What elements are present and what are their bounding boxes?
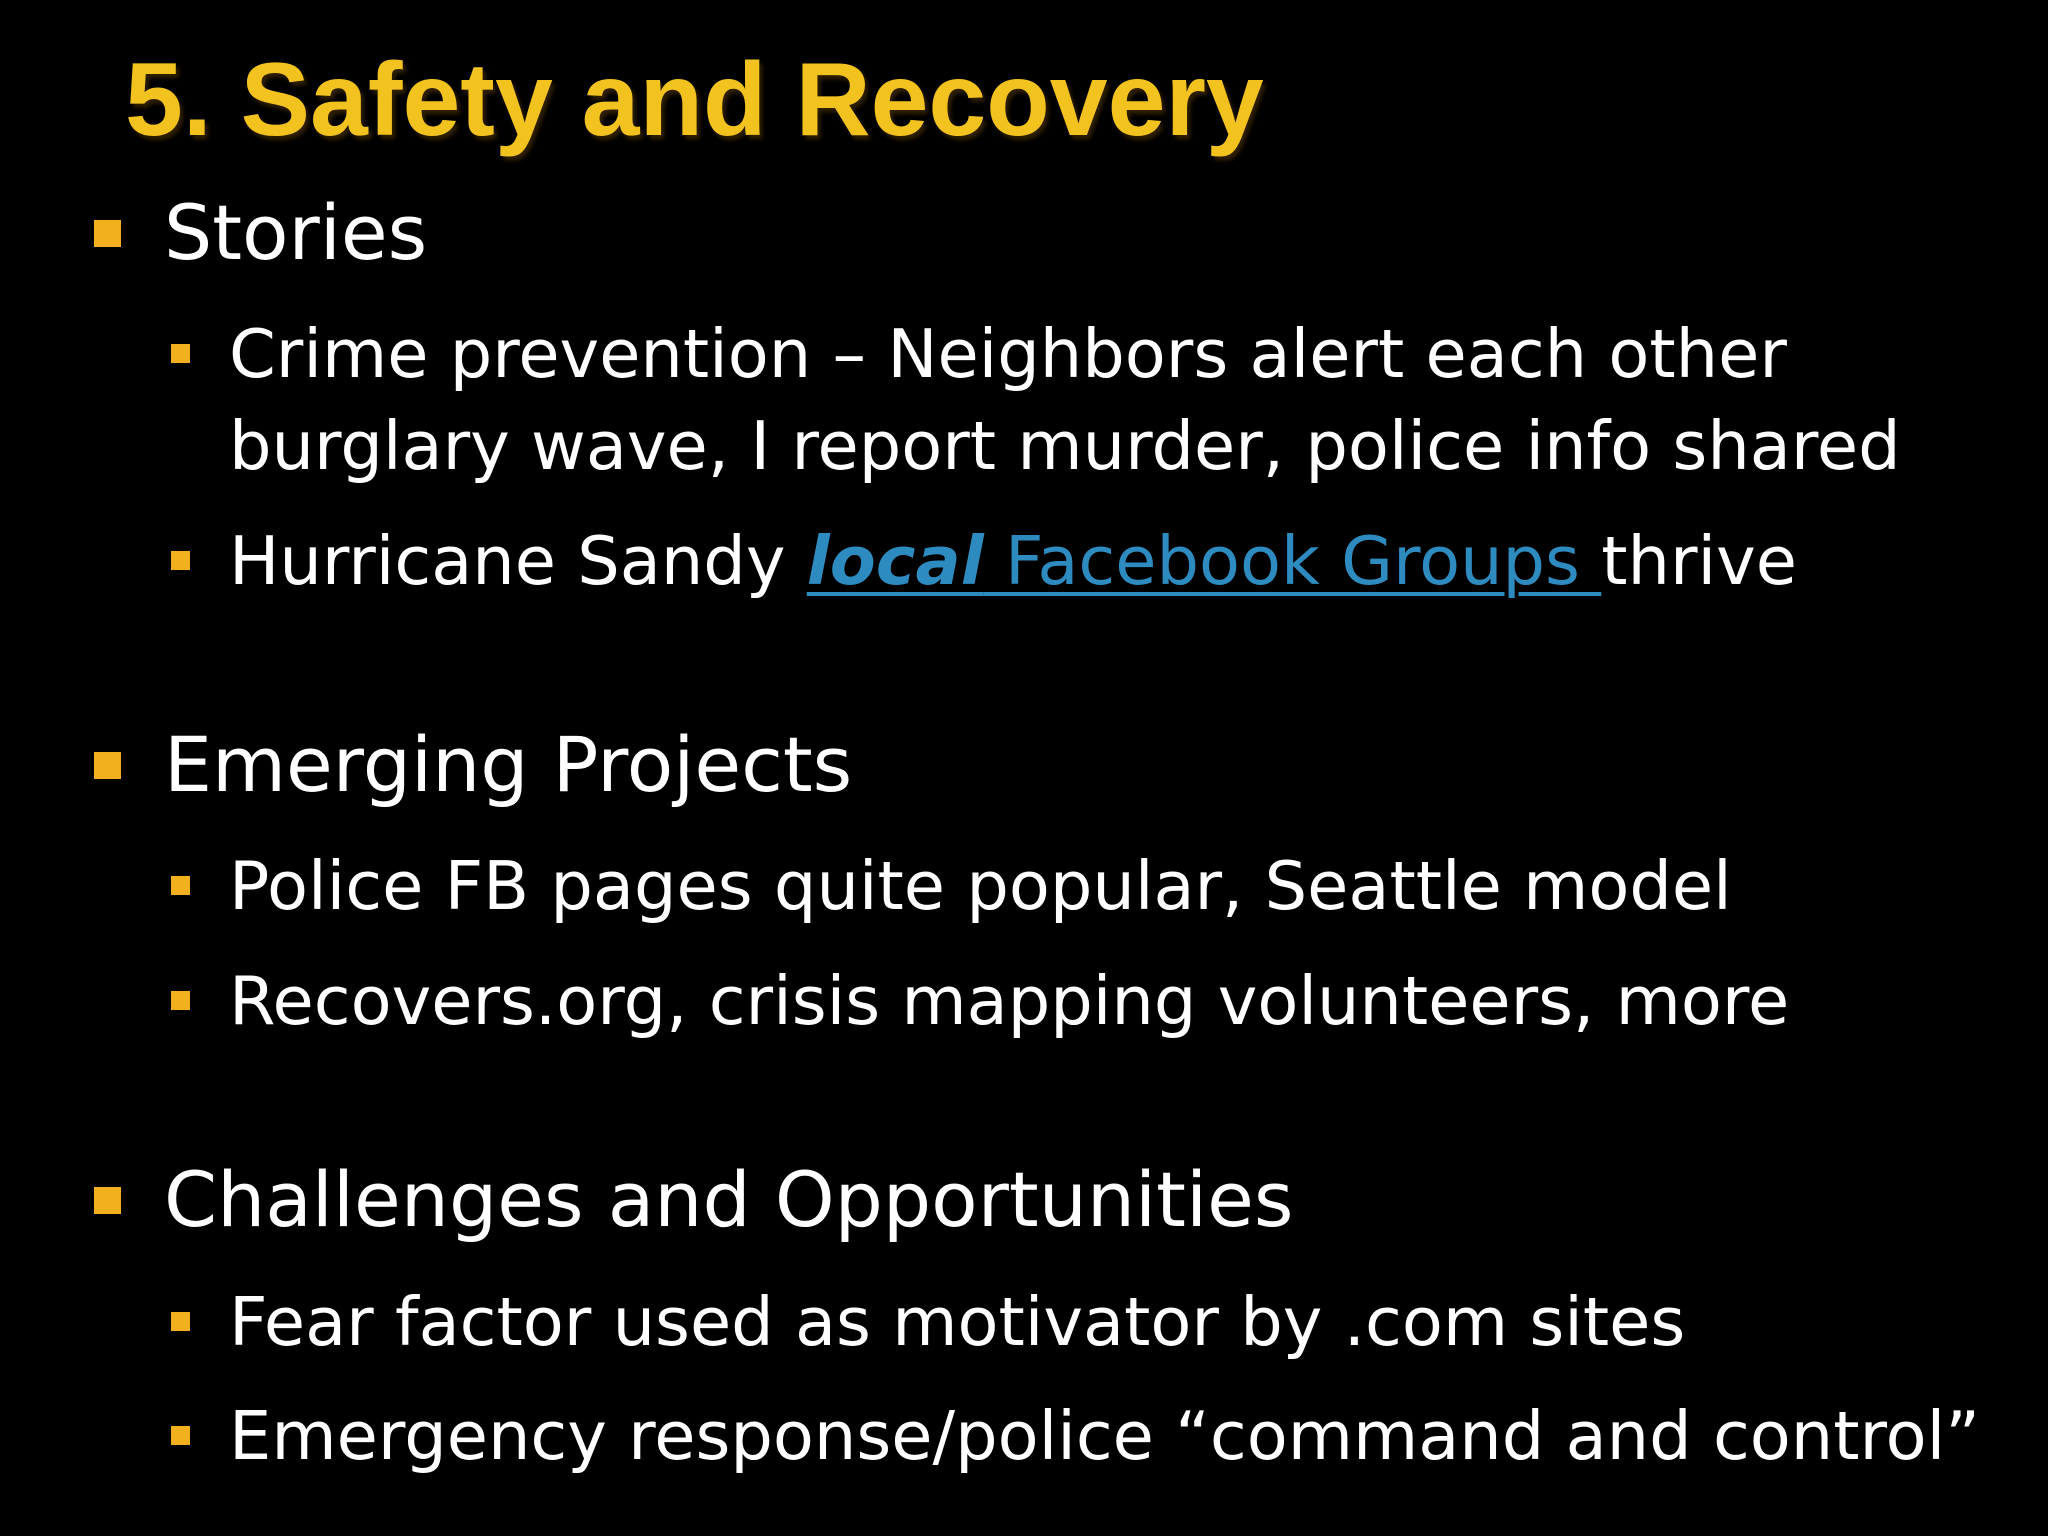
list-item-fear-factor: Fear factor used as motivator by .com sites [171,1276,1971,1368]
square-bullet-icon [171,551,190,570]
link-emphasis-local: local [806,522,984,600]
list-item-text-line-2: burglary wave, I report murder, police info shared [229,407,1901,485]
square-bullet-icon [94,220,121,247]
square-bullet-icon [171,344,190,363]
list-item-text-line-1: Crime prevention – Neighbors alert each other [229,315,1787,393]
link-text: Facebook Groups [983,522,1602,600]
section-heading-challenges: Challenges and Opportunities [94,1155,1994,1245]
square-bullet-icon [171,991,190,1010]
local-facebook-groups-link[interactable] [807,522,1601,600]
list-item-text [229,308,1901,492]
list-item-crime-prevention [171,308,1971,492]
square-bullet-icon [94,1187,121,1214]
square-bullet-icon [171,1426,190,1445]
list-item-suffix: thrive [1601,522,1798,600]
list-item-emergency-response: Emergency response/police “command and control” [171,1390,2021,1482]
list-item-prefix: Hurricane Sandy [229,522,807,600]
section-heading-emerging-projects: Emerging Projects [94,720,1994,810]
square-bullet-icon [171,1312,190,1331]
list-item-text [229,515,1797,607]
section-heading-stories: Stories [94,188,1994,278]
list-item-recovers-org: Recovers.org, crisis mapping volunteers, more [171,955,1971,1047]
list-item-police-fb-pages: Police FB pages quite popular, Seattle model [171,840,1971,932]
square-bullet-icon [94,752,121,779]
list-item-hurricane-sandy [171,515,1971,607]
slide-title: 5. Safety and Recovery [125,42,1264,158]
square-bullet-icon [171,876,190,895]
